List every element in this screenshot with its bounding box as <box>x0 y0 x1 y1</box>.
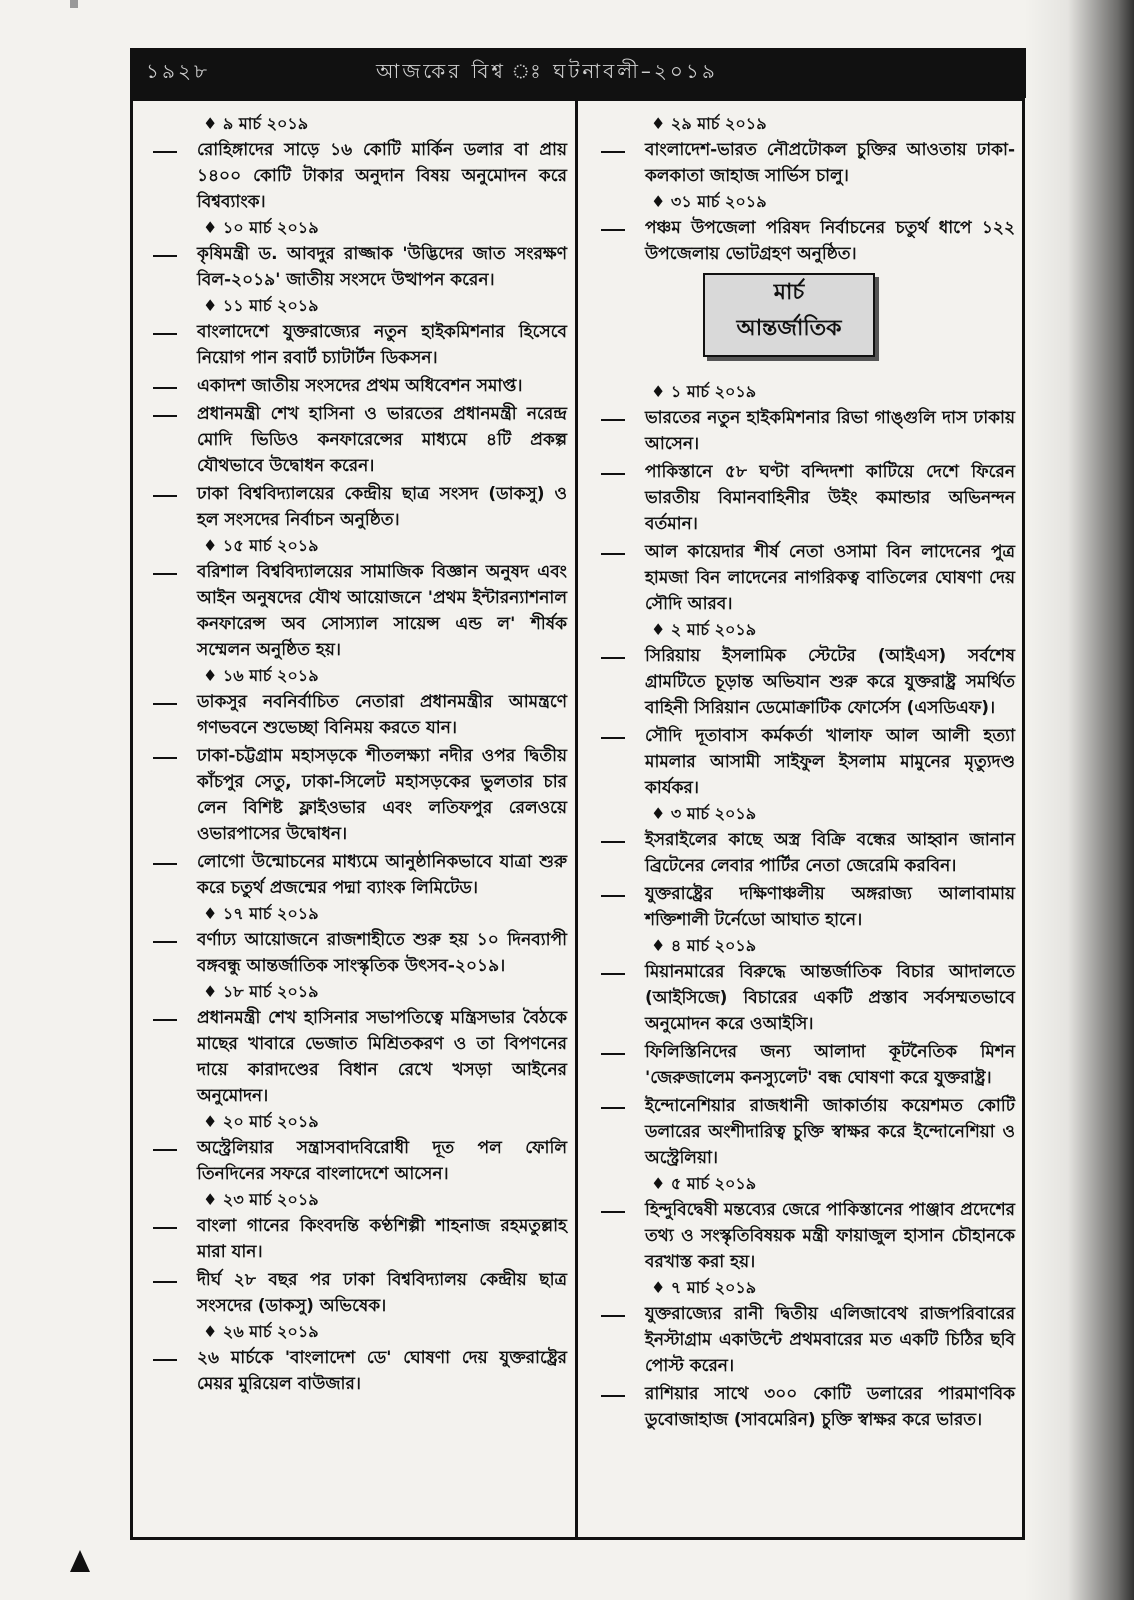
event-entry <box>585 1093 1015 1171</box>
event-entry <box>585 1301 1015 1379</box>
dash-bullet-icon <box>601 1053 625 1055</box>
event-text: হিন্দুবিদ্বেষী মন্তব্যের জেরে পাকিস্তানের পাঞ্জাব প্রদেশের তথ্য ও সংস্কৃতিবিষয়ক মন্ত্রী ফায়াজুল হাসান চৌহানকে বরখাস্ত করা হয়। <box>645 1200 1015 1272</box>
date-heading: ♦ ১৮ মার্চ ২০১৯ <box>203 982 319 1001</box>
date-heading: ♦ ১১ মার্চ ২০১৯ <box>203 296 319 315</box>
dash-bullet-icon <box>153 757 177 759</box>
dash-bullet-icon <box>153 415 177 417</box>
section-box-month: মার্চ <box>773 280 805 305</box>
scan-mark <box>70 0 78 8</box>
event-entry <box>137 241 567 293</box>
dash-bullet-icon <box>153 863 177 865</box>
dash-bullet-icon <box>153 1359 177 1361</box>
section-box <box>703 273 875 357</box>
event-entry <box>137 401 567 479</box>
event-text: সৌদি দূতাবাস কর্মকর্তা খালাফ আল আলী হত্যা মামলার আসামী সাইফুল ইসলাম মামুনের মৃত্যুদণ্ড কার্যকর। <box>645 726 1015 798</box>
dash-bullet-icon <box>153 1227 177 1229</box>
event-text: ইসরাইলের কাছে অস্ত্র বিক্রি বন্ধের আহ্বান জানান ব্রিটেনের লেবার পার্টির নেতা জেরেমি করবিন। <box>645 830 1015 876</box>
event-text: পাকিস্তানে ৫৮ ঘণ্টা বন্দিদশা কাটিয়ে দেশে ফিরেন ভারতীয় বিমানবাহিনীর উইং কমান্ডার অভিনন্দন বর্তমান। <box>645 462 1015 534</box>
right-column <box>585 111 1015 1435</box>
event-entry <box>137 559 567 663</box>
page-header <box>130 48 1026 98</box>
date-heading: ♦ ৩ মার্চ ২০১৯ <box>651 804 757 823</box>
dash-bullet-icon <box>153 573 177 575</box>
page-number: ১৯২৮ <box>146 58 210 83</box>
section-box-title: আন্তর্জাতিক <box>736 316 842 341</box>
event-text: বাংলা গানের কিংবদন্তি কণ্ঠশিল্পী শাহনাজ রহমতুল্লাহ মারা যান। <box>197 1216 567 1262</box>
date-heading: ♦ ৯ মার্চ ২০১৯ <box>203 114 309 133</box>
dash-bullet-icon <box>153 151 177 153</box>
event-text: সিরিয়ায় ইসলামিক স্টেটের (আইএস) সর্বশেষ গ্রামটিতে চূড়ান্ত অভিযান শুরু করে যুক্তরাষ্ট্র সমর্থিত বাহিনী সিরিয়ান ডেমোক্রাটিক ফোর্সেস (এসডিএফ)। <box>645 646 1015 718</box>
event-text: লোগো উন্মোচনের মাধ্যমে আনুষ্ঠানিকভাবে যাত্রা শুরু করে চতুর্থ প্রজন্মের পদ্মা ব্যাংক লিমিটেড। <box>197 852 567 898</box>
dash-bullet-icon <box>601 473 625 475</box>
dash-bullet-icon <box>601 973 625 975</box>
event-entry <box>137 1135 567 1187</box>
event-text: পঞ্চম উপজেলা পরিষদ নির্বাচনের চতুর্থ ধাপে ১২২ উপজেলায় ভোটগ্রহণ অনুষ্ঠিত। <box>645 218 1015 264</box>
event-text: বাংলাদেশে যুক্তরাজ্যের নতুন হাইকমিশনার হিসেবে নিয়োগ পান রবার্ট চ্যাটার্টন ডিকসন। <box>197 322 567 368</box>
event-entry <box>137 137 567 215</box>
dash-bullet-icon <box>153 1281 177 1283</box>
event-entry <box>137 1213 567 1265</box>
event-text: যুক্তরাজ্যের রানী দ্বিতীয় এলিজাবেথ রাজপরিবারের ইনস্টাগ্রাম একাউন্টে প্রথমবারের মত একটি চিঠির ছবি পোস্ট করেন। <box>645 1304 1015 1376</box>
dash-bullet-icon <box>601 1315 625 1317</box>
page-body <box>130 98 1025 1540</box>
event-text: ২৬ মার্চকে 'বাংলাদেশ ডে' ঘোষণা দেয় যুক্তরাষ্ট্রের মেয়র মুরিয়েল বাউজার। <box>197 1348 567 1394</box>
event-entry <box>585 137 1015 189</box>
event-text: বাংলাদেশ-ভারত নৌপ্রটোকল চুক্তির আওতায় ঢাকা-কলকাতা জাহাজ সার্ভিস চালু। <box>645 140 1015 186</box>
event-text: দীর্ঘ ২৮ বছর পর ঢাকা বিশ্ববিদ্যালয় কেন্দ্রীয় ছাত্র সংসদের (ডাকসু) অভিষেক। <box>197 1270 567 1316</box>
event-text: রোহিঙ্গাদের সাড়ে ১৬ কোটি মার্কিন ডলার বা প্রায় ১৪০০ কোটি টাকার অনুদান বিষয় অনুমোদন করে বিশ্বব্যাংক। <box>197 140 567 212</box>
dash-bullet-icon <box>601 841 625 843</box>
date-heading: ♦ ২৩ মার্চ ২০১৯ <box>203 1190 319 1209</box>
date-heading: ♦ ২০ মার্চ ২০১৯ <box>203 1112 319 1131</box>
date-heading: ♦ ৭ মার্চ ২০১৯ <box>651 1278 757 1297</box>
event-entry <box>585 215 1015 267</box>
event-entry <box>585 1039 1015 1091</box>
event-text: বরিশাল বিশ্ববিদ্যালয়ের সামাজিক বিজ্ঞান অনুষদ এবং আইন অনুষদের যৌথ আয়োজনে 'প্রথম ইন্টারন্যাশনাল কনফারেন্স অব সোস্যাল সায়েন্স এন্ড ল' শীর্ষক সম্মেলন অনুষ্ঠিত হয়। <box>197 562 567 660</box>
event-text: ঢাকা-চট্টগ্রাম মহাসড়কে শীতলক্ষ্যা নদীর ওপর দ্বিতীয় কাঁচপুর সেতু, ঢাকা-সিলেট মহাসড়কের ভুলতার চার লেন বিশিষ্ট ফ্লাইওভার এবং লতিফপুর রেলওয়ে ওভারপাসের উদ্বোধন। <box>197 746 567 844</box>
dash-bullet-icon <box>601 895 625 897</box>
dash-bullet-icon <box>153 495 177 497</box>
event-entry <box>585 959 1015 1037</box>
event-text: ঢাকা বিশ্ববিদ্যালয়ের কেন্দ্রীয় ছাত্র সংসদ (ডাকসু) ও হল সংসদের নির্বাচন অনুষ্ঠিত। <box>197 484 567 530</box>
event-text: মিয়ানমারের বিরুদ্ধে আন্তর্জাতিক বিচার আদালতে (আইসিজে) বিচারের একটি প্রস্তাব সর্বসম্মতভাবে অনুমোদন করে ওআইসি। <box>645 962 1015 1034</box>
book-spine-shadow <box>1024 0 1134 1600</box>
event-entry <box>585 1381 1015 1433</box>
event-text: ভারতের নতুন হাইকমিশনার রিভা গাঙ্গুলি দাস ঢাকায় আসেন। <box>645 408 1015 454</box>
right-column-top <box>585 113 1015 267</box>
event-entry <box>585 459 1015 537</box>
dash-bullet-icon <box>601 1211 625 1213</box>
date-heading: ♦ ৩১ মার্চ ২০১৯ <box>651 192 767 211</box>
dash-bullet-icon <box>153 941 177 943</box>
dash-bullet-icon <box>601 151 625 153</box>
date-heading: ♦ ১৫ মার্চ ২০১৯ <box>203 536 319 555</box>
section-box-wrap <box>585 273 1015 371</box>
event-text: একাদশ জাতীয় সংসদের প্রথম অধিবেশন সমাপ্ত। <box>197 376 523 396</box>
date-heading: ♦ ২৬ মার্চ ২০১৯ <box>203 1322 319 1341</box>
event-entry <box>585 881 1015 933</box>
date-heading: ♦ ১০ মার্চ ২০১৯ <box>203 218 319 237</box>
event-entry <box>585 723 1015 801</box>
event-entry <box>585 827 1015 879</box>
event-text: প্রধানমন্ত্রী শেখ হাসিনার সভাপতিত্বে মন্ত্রিসভার বৈঠকে মাছের খাবারে ভেজাত মিশ্রিতকরণ ও তা বিপণনের দায়ে কারাদণ্ডের বিধান রেখে খসড়া আইনের অনুমোদন। <box>197 1008 567 1106</box>
dash-bullet-icon <box>153 703 177 705</box>
dash-bullet-icon <box>153 333 177 335</box>
date-heading: ♦ ২ মার্চ ২০১৯ <box>651 620 757 639</box>
dash-bullet-icon <box>153 1149 177 1151</box>
date-heading: ♦ ১৭ মার্চ ২০১৯ <box>203 904 319 923</box>
column-divider <box>575 101 578 1537</box>
event-entry <box>585 405 1015 457</box>
dash-bullet-icon <box>153 387 177 389</box>
event-text: ফিলিস্তিনিদের জন্য আলাদা কূটনৈতিক মিশন 'জেরুজালেম কনস্যুলেট' বন্ধ ঘোষণা করে যুক্তরাষ্ট্র। <box>645 1042 1015 1088</box>
event-text: ডাকসুর নবনির্বাচিত নেতারা প্রধানমন্ত্রীর আমন্ত্রণে গণভবনে শুভেচ্ছা বিনিময় করতে যান। <box>197 692 567 738</box>
left-column <box>137 111 567 1399</box>
event-text: কৃষিমন্ত্রী ড. আবদুর রাজ্জাক 'উদ্ভিদের জাত সংরক্ষণ বিল-২০১৯' জাতীয় সংসদে উত্থাপন করেন। <box>197 244 567 290</box>
event-entry <box>585 643 1015 721</box>
event-text: অস্ট্রেলিয়ার সন্ত্রাসবাদবিরোধী দূত পল ফোলি তিনদিনের সফরে বাংলাদেশে আসেন। <box>197 1138 567 1184</box>
date-heading: ♦ ১ মার্চ ২০১৯ <box>651 382 757 401</box>
event-entry <box>137 319 567 371</box>
event-text: যুক্তরাষ্ট্রের দক্ষিণাঞ্চলীয় অঙ্গরাজ্য আলাবামায় শক্তিশালী টর্নেডো আঘাত হানে। <box>645 884 1015 930</box>
event-entry <box>585 539 1015 617</box>
dash-bullet-icon <box>601 419 625 421</box>
event-entry <box>137 1005 567 1109</box>
event-entry <box>137 927 567 979</box>
date-heading: ♦ ৪ মার্চ ২০১৯ <box>651 936 757 955</box>
date-heading: ♦ ৫ মার্চ ২০১৯ <box>651 1174 757 1193</box>
event-text: আল কায়েদার শীর্ষ নেতা ওসামা বিন লাদেনের পুত্র হামজা বিন লাদেনের নাগরিকত্ব বাতিলের ঘোষণা দেয় সৌদি আরব। <box>645 542 1015 614</box>
page-title: আজকের বিশ্ব ঃ ঘটনাবলী–২০১৯ <box>376 58 718 83</box>
date-heading: ♦ ১৬ মার্চ ২০১৯ <box>203 666 319 685</box>
event-text: বর্ণাঢ্য আয়োজনে রাজশাহীতে শুরু হয় ১০ দিনব্যাপী বঙ্গবন্ধু আন্তর্জাতিক সাংস্কৃতিক উৎসব-২০১৯। <box>197 930 567 976</box>
dash-bullet-icon <box>601 737 625 739</box>
dash-bullet-icon <box>153 255 177 257</box>
event-entry <box>137 373 567 399</box>
event-entry <box>137 1267 567 1319</box>
event-text: প্রধানমন্ত্রী শেখ হাসিনা ও ভারতের প্রধানমন্ত্রী নরেন্দ্র মোদি ভিডিও কনফারেন্সের মাধ্যমে ৪টি প্রকল্প যৌথভাবে উদ্বোধন করেন। <box>197 404 567 476</box>
right-column-bottom <box>585 381 1015 1433</box>
event-entry <box>137 743 567 847</box>
dash-bullet-icon <box>601 1107 625 1109</box>
dash-bullet-icon <box>601 657 625 659</box>
event-entry <box>137 1345 567 1397</box>
dash-bullet-icon <box>153 1019 177 1021</box>
page-corner-arrow-icon <box>70 1550 90 1572</box>
event-entry <box>137 481 567 533</box>
dash-bullet-icon <box>601 553 625 555</box>
event-text: ইন্দোনেশিয়ার রাজধানী জাকার্তায় কয়েশমত কোটি ডলারের অংশীদারিত্ব চুক্তি স্বাক্ষর করে ইন্দোনেশিয়া ও অস্ট্রেলিয়া। <box>645 1096 1015 1168</box>
dash-bullet-icon <box>601 229 625 231</box>
dash-bullet-icon <box>601 1395 625 1397</box>
event-text: রাশিয়ার সাথে ৩০০ কোটি ডলারের পারমাণবিক ডুবোজাহাজ (সাবমেরিন) চুক্তি স্বাক্ষর করে ভারত। <box>645 1384 1015 1430</box>
event-entry <box>137 689 567 741</box>
event-entry <box>137 849 567 901</box>
event-entry <box>585 1197 1015 1275</box>
date-heading: ♦ ২৯ মার্চ ২০১৯ <box>651 114 767 133</box>
